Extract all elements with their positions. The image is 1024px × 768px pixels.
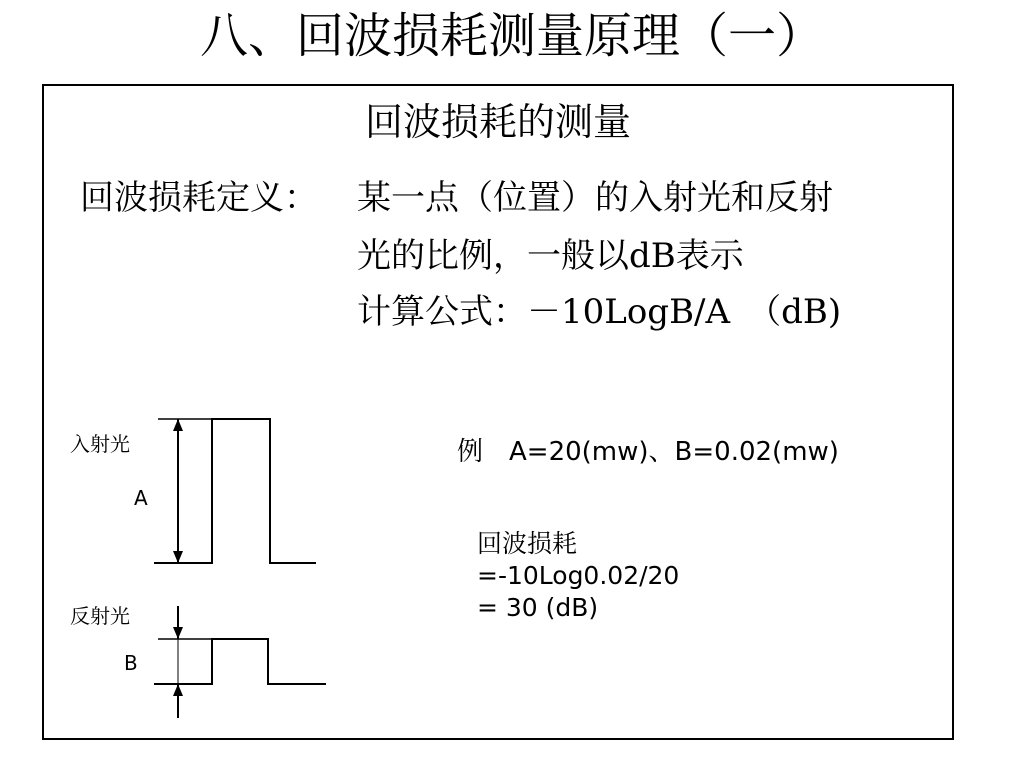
reflected-light-label: 反射光 bbox=[70, 604, 130, 628]
incident-light-label: 入射光 bbox=[70, 432, 130, 456]
formula-line: 计算公式：－10LogB/A （dB) bbox=[357, 292, 842, 332]
pulse-diagram bbox=[44, 86, 952, 738]
slide-title: 八、回波损耗测量原理（一） bbox=[199, 8, 824, 64]
box-heading: 回波损耗的测量 bbox=[364, 100, 631, 144]
result-block bbox=[477, 528, 679, 624]
incident-amplitude-label: A bbox=[134, 486, 148, 510]
definition-label: 回波损耗定义： bbox=[80, 178, 318, 218]
result-title: 回波损耗 bbox=[477, 529, 578, 558]
reflected-amplitude-label: B bbox=[124, 651, 138, 675]
result-value: = 30 (dB) bbox=[477, 593, 599, 622]
content-frame bbox=[42, 84, 954, 740]
result-formula: =-10Log0.02/20 bbox=[477, 561, 680, 590]
example-line: 例 A=20(mw)、B=0.02(mw) bbox=[457, 437, 839, 467]
reflected-pulse bbox=[154, 639, 326, 684]
definition-line-2: 光的比例，一般以dB表示 bbox=[357, 236, 744, 276]
definition-line-1: 某一点（位置）的入射光和反射 bbox=[357, 178, 833, 218]
